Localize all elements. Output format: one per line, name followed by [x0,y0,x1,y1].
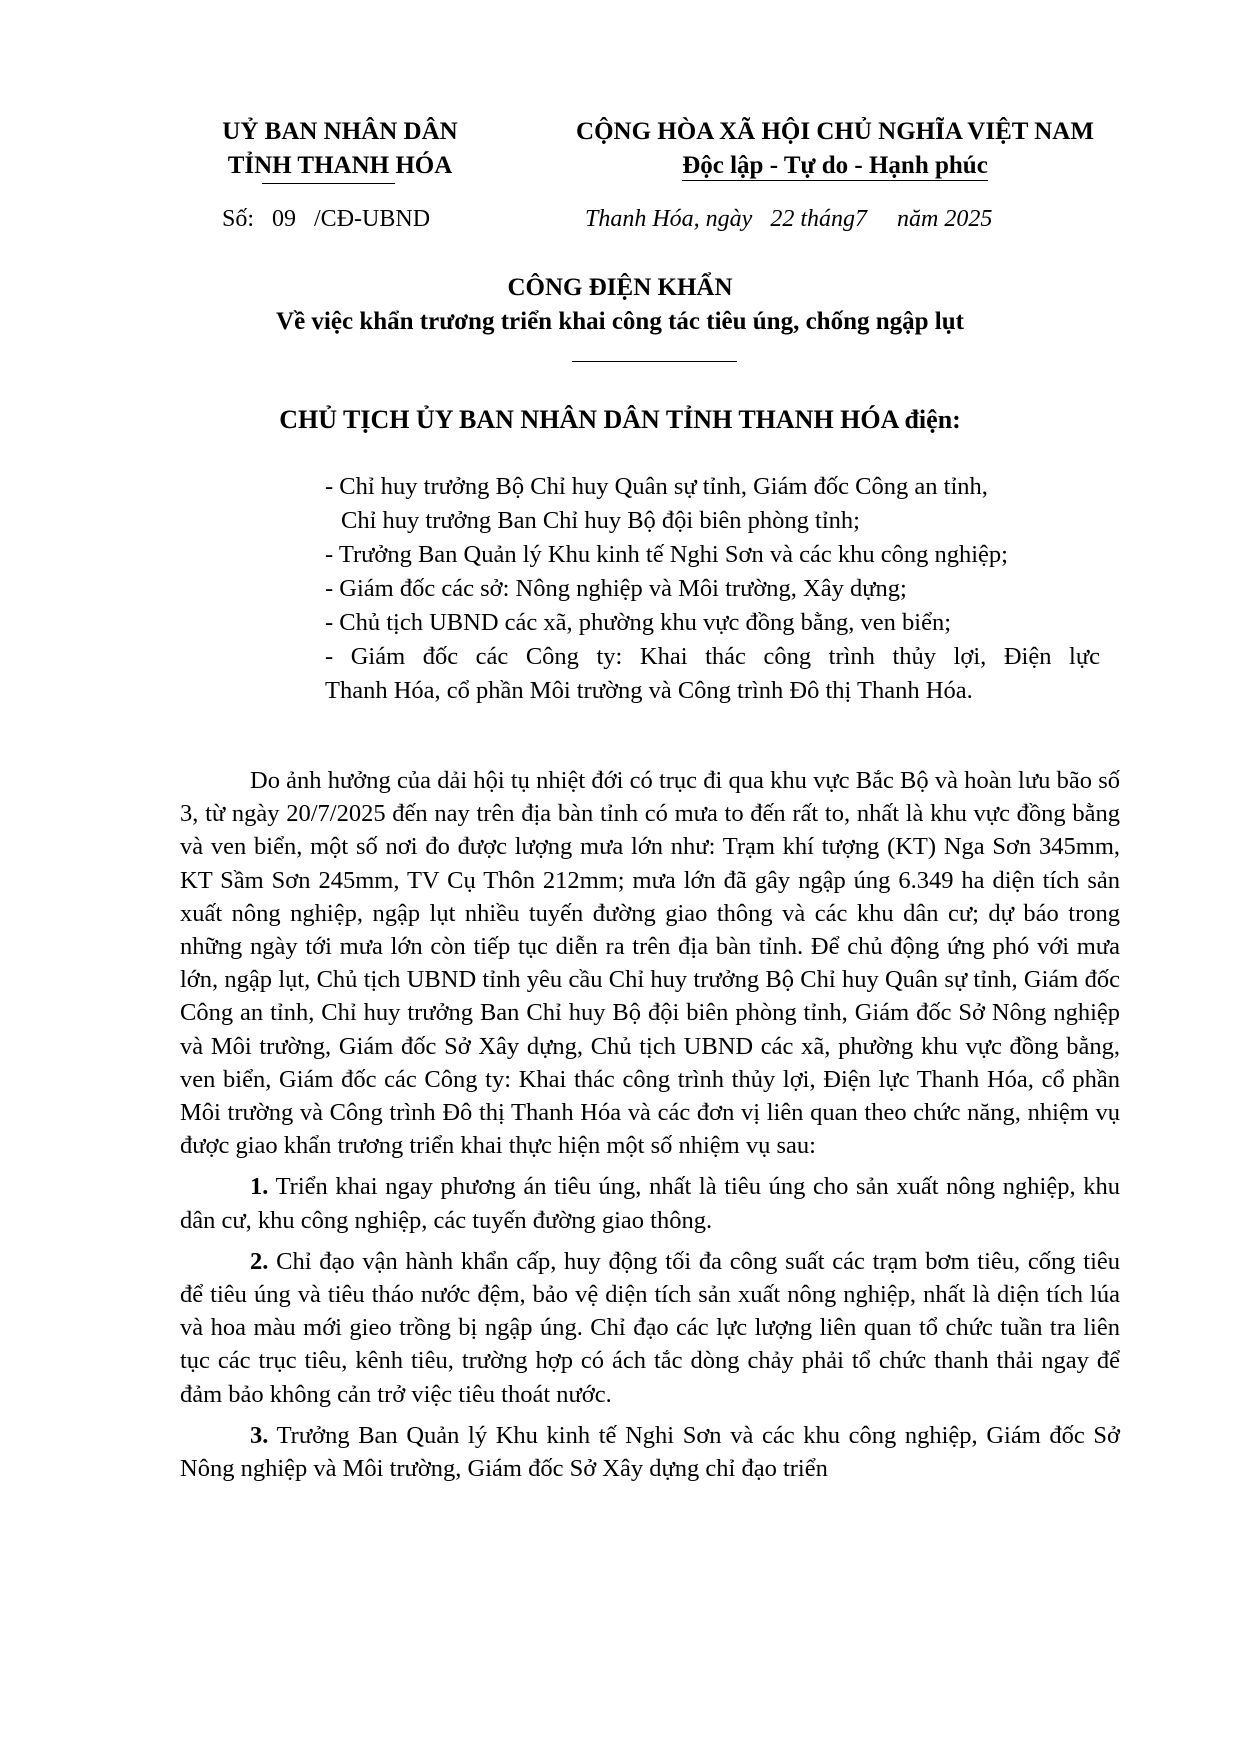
task-number: 1. [250,1173,269,1201]
recipient-list [325,470,1100,708]
subject-underline [572,361,737,362]
issuing-authority [180,115,500,183]
task-number: 2. [250,1247,269,1275]
motto-line: Độc lập - Tự do - Hạnh phúc [682,152,988,179]
document-type-title: CÔNG ĐIỆN KHẨN [507,274,733,301]
document-number: Số: 09 /CĐ-UBND [222,206,431,232]
national-motto [535,115,1135,183]
authority-line-2: TỈNH THANH HÓA [227,152,453,179]
recipient-line: - Giám đốc các Công ty: Khai thác công trình thủy lợi, Điện lực [325,643,1100,670]
task-item-1 [180,1170,1120,1236]
task-item-2 [180,1245,1120,1411]
task-text: Chỉ đạo vận hành khẩn cấp, huy động tối đa công suất các trạm bơm tiêu, cống tiêu để tiêu úng và tiêu tháo nước đệm, bảo vệ diện tích sản xuất nông nghiệp, nhất là diện tích lúa và hoa màu mới gieo trồng bị ngập úng. Chỉ đạo các lực lượng liên quan tổ chức tuần tra liên tục các trục tiêu, kênh tiêu, trường hợp có ách tắc dòng chảy phải tổ chức thanh thải ngay để đảm bảo không cản trở việc tiêu thoát nước. [180,1247,1120,1408]
intro-paragraph: Do ảnh hưởng của dải hội tụ nhiệt đới có trục đi qua khu vực Bắc Bộ và hoàn lưu bão số 3, từ ngày 20/7/2025 đến nay trên địa bàn tỉnh có mưa to đến rất to, nhất là khu vực đồng bằng và ven biển, một số nơi đo được lượng mưa lớn như: Trạm khí tượng (KT) Nga Sơn 345mm, KT Sầm Sơn 245mm, TV Cụ Thôn 212mm; mưa lớn đã gây ngập úng 6.349 ha diện tích sản xuất nông nghiệp, ngập lụt nhiều tuyến đường giao thông và các khu dân cư; dự báo trong những ngày tới mưa lớn còn tiếp tục diễn ra trên địa bàn tỉnh. Để chủ động ứng phó với mưa lớn, ngập lụt, Chủ tịch UBND tỉnh yêu cầu Chỉ huy trưởng Bộ Chỉ huy Quân sự tỉnh, Giám đốc Công an tỉnh, Chỉ huy trưởng Ban Chỉ huy Bộ đội biên phòng tỉnh, Giám đốc Sở Nông nghiệp và Môi trường, Giám đốc Sở Xây dựng, Chủ tịch UBND các xã, phường khu vực đồng bằng, ven biển, Giám đốc các Công ty: Khai thác công trình thủy lợi, Điện lực Thanh Hóa, cổ phần Môi trường và Công trình Đô thị Thanh Hóa và các đơn vị liên quan theo chức năng, nhiệm vụ được giao khẩn trương triển khai thực hiện một số nhiệm vụ sau: [180,767,1120,1160]
task-number: 3. [250,1421,269,1449]
task-text: Trưởng Ban Quản lý Khu kinh tế Nghi Sơn và các khu công nghiệp, Giám đốc Sở Nông nghiệp và Môi trường, Giám đốc Sở Xây dựng chỉ đạo triển [180,1421,1120,1483]
document-body [180,764,1120,1485]
recipient-line: Thanh Hóa, cổ phần Môi trường và Công trình Đô thị Thanh Hóa. [325,677,973,704]
document-subject: Về việc khẩn trương triển khai công tác tiêu úng, chống ngập lụt [276,308,964,335]
recipient-line: - Giám đốc các sở: Nông nghiệp và Môi trường, Xây dựng; [325,575,907,602]
country-name: CỘNG HÒA XÃ HỘI CHỦ NGHĨA VIỆT NAM [576,118,1094,145]
recipient-line: - Trưởng Ban Quản lý Khu kinh tế Nghi Sơn và các khu công nghiệp; [325,541,1008,568]
document-date: Thanh Hóa, ngày 22 tháng7 năm 2025 [585,206,993,232]
authority-line-1: UỶ BAN NHÂN DÂN [222,118,458,145]
task-text: Triển khai ngay phương án tiêu úng, nhất là tiêu úng cho sản xuất nông nghiệp, khu dân cư, khu công nghiệp, các tuyến đường giao thông. [180,1173,1120,1234]
recipient-line: - Chủ tịch UBND các xã, phường khu vực đồng bằng, ven biển; [325,609,952,636]
recipient-line: Chỉ huy trưởng Ban Chỉ huy Bộ đội biên phòng tỉnh; [341,507,860,534]
task-item-3 [180,1419,1120,1485]
sender-heading: CHỦ TỊCH ỦY BAN NHÂN DÂN TỈNH THANH HÓA điện: [279,405,961,434]
authority-underline [262,183,395,184]
recipient-line: - Chỉ huy trưởng Bộ Chỉ huy Quân sự tỉnh, Giám đốc Công an tỉnh, [325,473,988,500]
